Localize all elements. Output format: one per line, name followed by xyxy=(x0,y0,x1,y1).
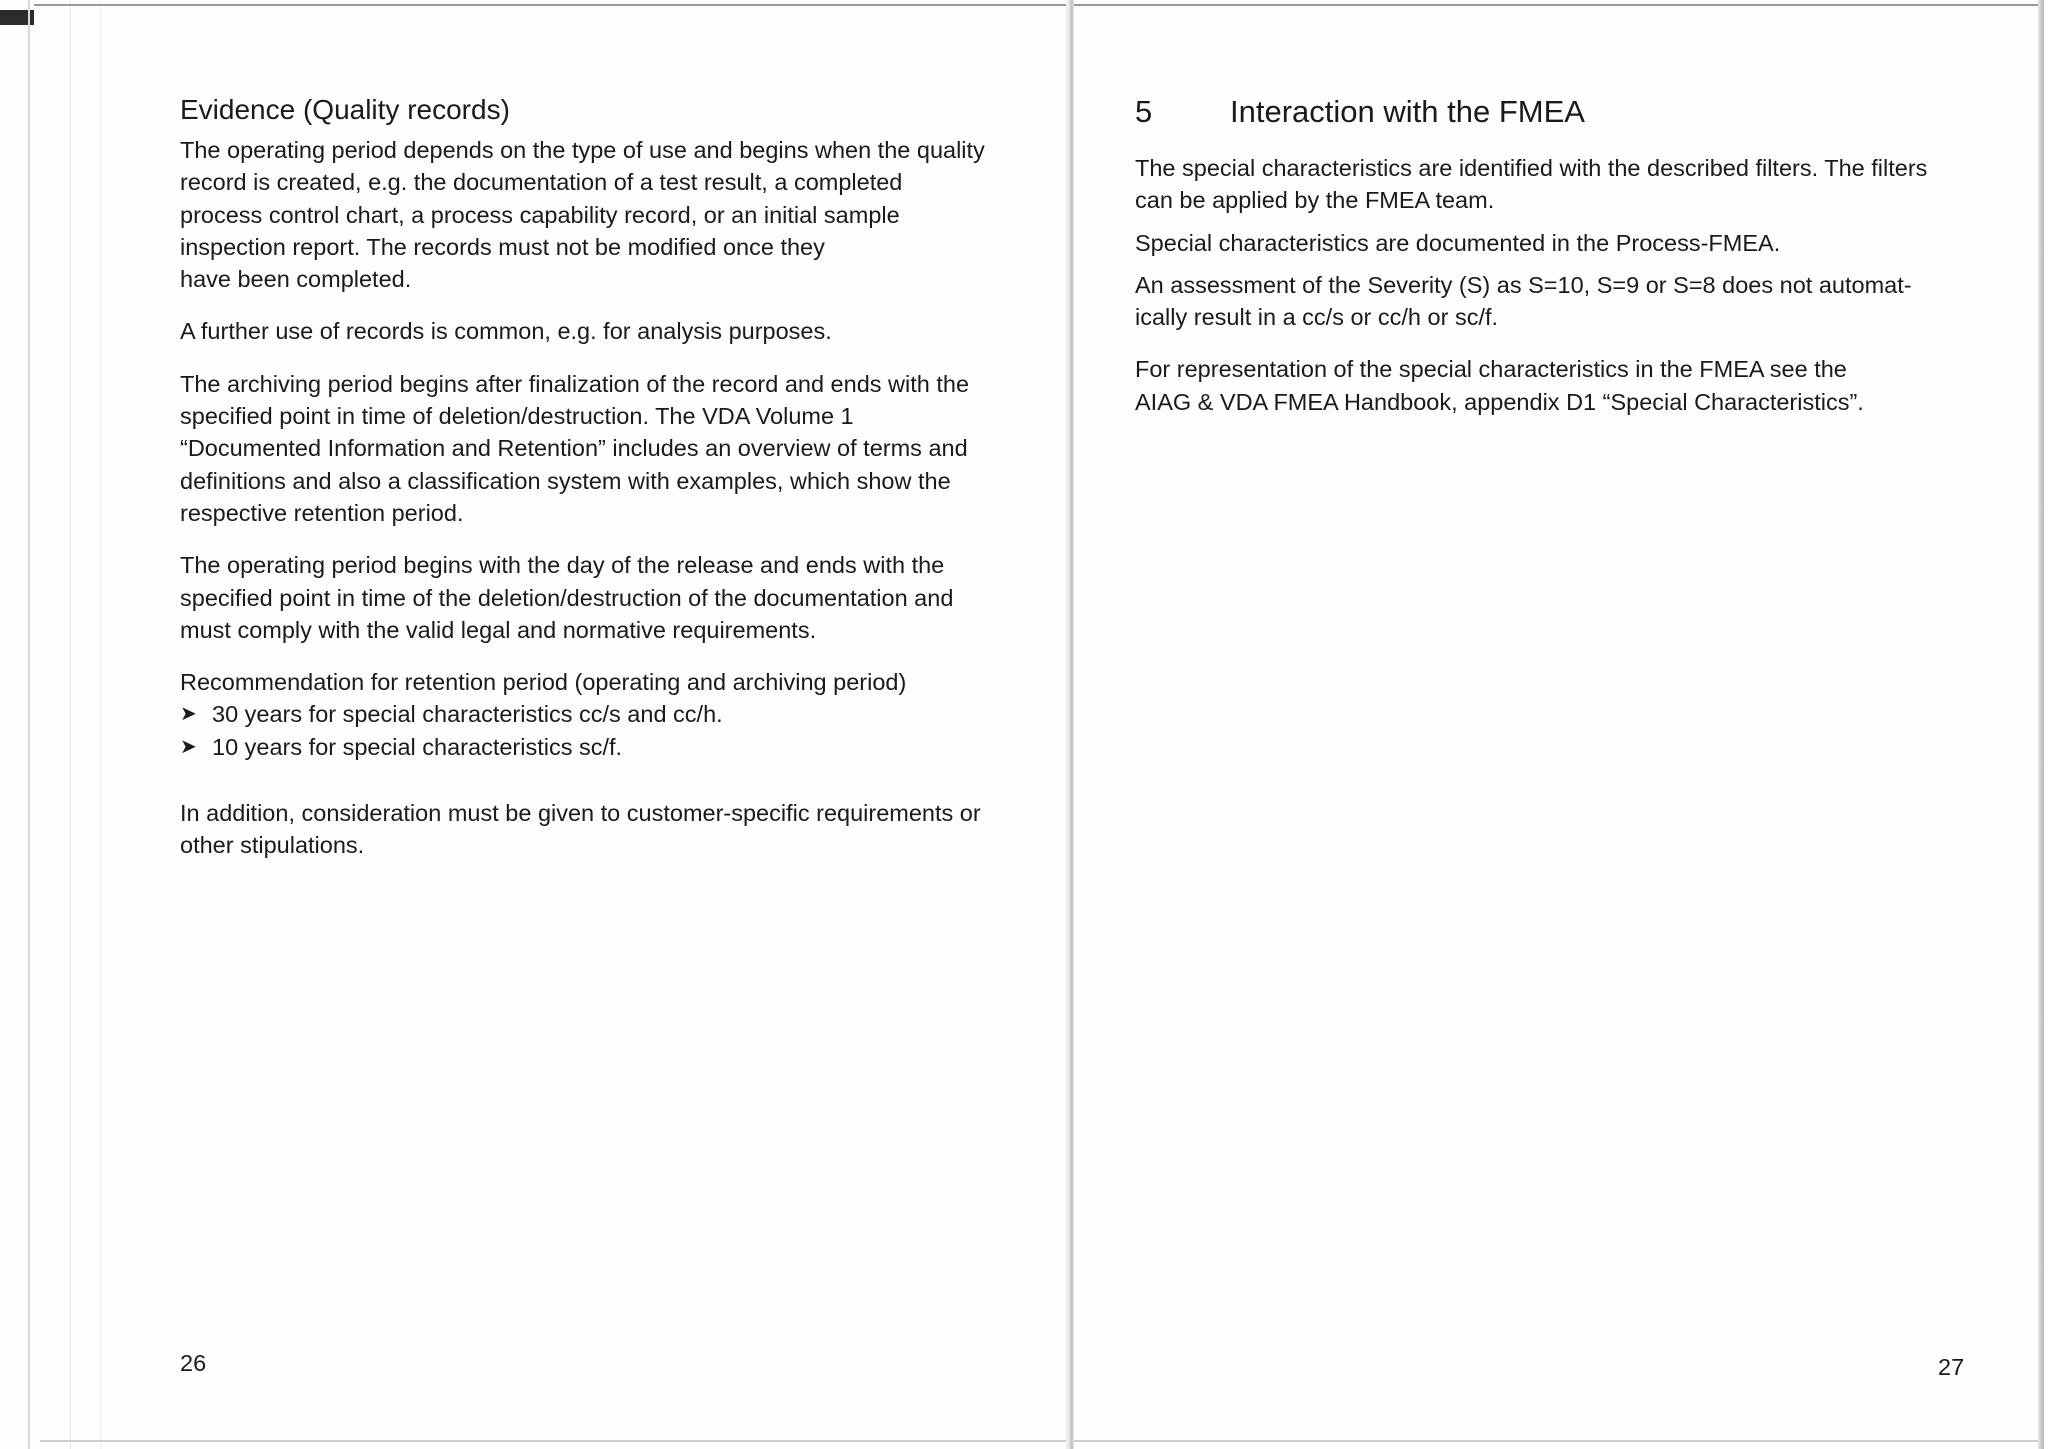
page-edge-line xyxy=(100,0,101,1449)
left-page-content xyxy=(180,92,1020,862)
list-item-text: 10 years for special characteristics sc/f. xyxy=(212,733,623,760)
arrowhead-bullet-icon: ➤ xyxy=(180,703,197,726)
paragraph: A further use of records is common, e.g. for analysis purposes. xyxy=(180,318,832,345)
section-heading: Evidence (Quality records) xyxy=(180,94,510,125)
paragraph: For representation of the special characteristics in the FMEA see the AIAG & VDA FMEA Handbook, appendix D1 “Special Characteristics”. xyxy=(1135,356,1864,415)
page-right-edge xyxy=(2038,0,2044,1449)
page-number: 26 xyxy=(180,1350,207,1376)
paragraph: An assessment of the Severity (S) as S=10, S=9 or S=8 does not automat- ically result in a cc/s or cc/h or sc/f. xyxy=(1135,271,1912,331)
list-item xyxy=(180,731,1020,763)
paragraph: The operating period depends on the type of use and begins when the quality record is created, e.g. the documentation of a test result, a completed process control chart, a process capability record, or an initial sample inspection report. The records must not be modified once they have been completed. xyxy=(180,137,985,293)
list-item-text: 30 years for special characteristics cc/s and cc/h. xyxy=(212,701,723,728)
paragraph: The special characteristics are identified with the described filters. The filters can be applied by the FMEA team. xyxy=(1135,155,1928,214)
page-edge-line xyxy=(70,0,71,1449)
arrowhead-bullet-icon: ➤ xyxy=(180,735,197,758)
page-edge-line xyxy=(28,0,30,1449)
paragraph: Recommendation for retention period (operating and archiving period) xyxy=(180,669,907,696)
page-bottom-edge xyxy=(40,1440,1066,1442)
book-gutter-shadow xyxy=(1070,0,1073,1449)
retention-list xyxy=(180,698,1020,763)
page-number: 27 xyxy=(1938,1354,1965,1380)
chapter-number: 5 xyxy=(1135,94,1153,129)
list-item xyxy=(180,698,1020,730)
right-page-content xyxy=(1135,92,1970,418)
paragraph: The operating period begins with the day of the release and ends with the specified point in time of the deletion/destruction of the documentation and must comply with the valid legal and normative requirements. xyxy=(180,552,954,643)
paragraph: In addition, consideration must be given to customer-specific requirements or other stipulations. xyxy=(180,800,981,859)
page-bottom-edge xyxy=(1074,1440,2038,1442)
page-top-edge xyxy=(34,4,1066,6)
chapter-title: Interaction with the FMEA xyxy=(1230,94,1585,129)
page-top-edge xyxy=(1074,4,2038,6)
paragraph: Special characteristics are documented in the Process-FMEA. xyxy=(1135,229,1781,256)
chapter-heading xyxy=(1135,92,1970,132)
paragraph: The archiving period begins after finalization of the record and ends with the specified point in time of deletion/destruction. The VDA Volume 1 “Documented Information and Retention” includes an overview of terms and definitions and also a classification system with examples, which show the respective retention period. xyxy=(180,370,970,526)
